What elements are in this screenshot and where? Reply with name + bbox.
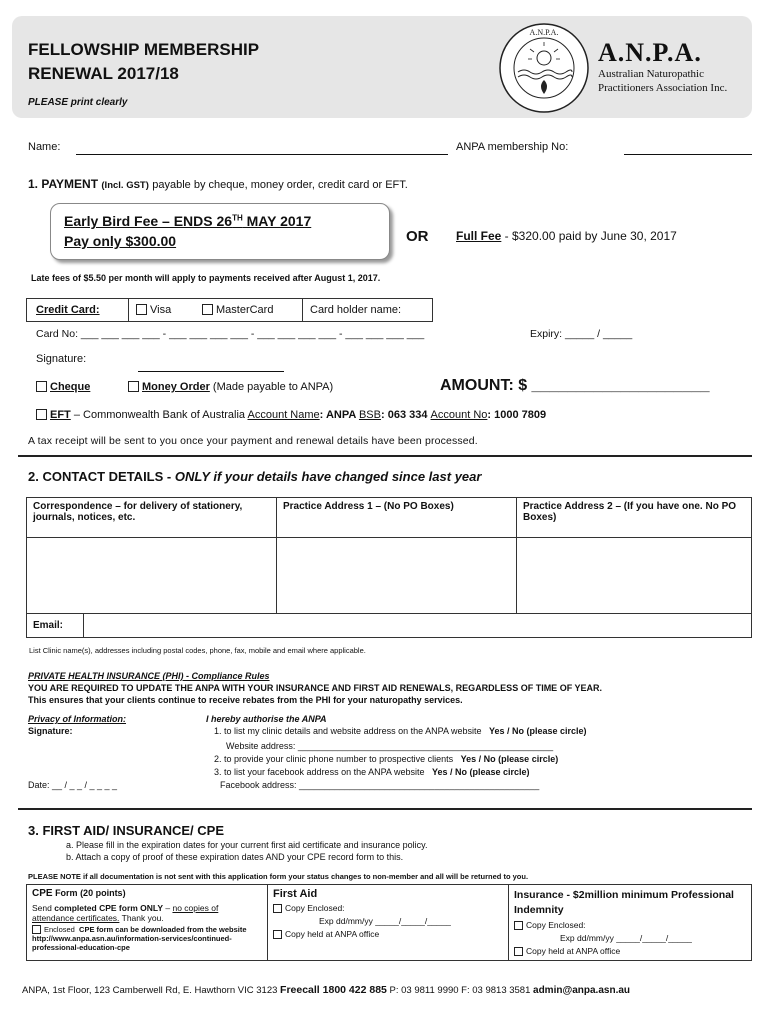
name-label: Name: <box>28 141 61 153</box>
contact-heading-note: ONLY if your details have changed since last year <box>174 469 482 484</box>
eft-label: EFT <box>50 409 71 421</box>
cpe-send-d: no copies of attendance certificates. <box>32 903 219 923</box>
payment-heading-gst: (Incl. GST) <box>101 180 149 191</box>
footer-freecall: Freecall 1800 422 885 <box>280 984 387 996</box>
early-bird-line2: Pay only $300.00 <box>64 233 177 249</box>
email-table <box>26 613 752 638</box>
documentation-note: PLEASE NOTE if all documentation is not sent with this application form your status changes to non-member and all will be returned to you. <box>28 872 529 881</box>
bsb-value: : 063 334 <box>380 409 431 421</box>
money-order-checkbox[interactable] <box>128 381 139 392</box>
footer-phone: P: 03 9811 9990 F: 03 9813 3581 <box>386 985 534 996</box>
authorise-item-1 <box>214 726 587 736</box>
cc-divider-1 <box>128 298 129 322</box>
footer-email[interactable]: admin@anpa.asn.au <box>533 985 631 996</box>
cc-divider-2 <box>302 298 303 322</box>
cpe-enclosed-checkbox[interactable] <box>32 925 41 934</box>
membership-no-field[interactable] <box>624 154 752 155</box>
full-fee <box>456 229 677 243</box>
email-input[interactable] <box>84 614 752 638</box>
contact-heading-main: 2. CONTACT DETAILS - <box>28 469 175 484</box>
payment-heading-title: PAYMENT <box>41 177 99 191</box>
phi-date-field[interactable]: Date: __ / _ _ / _ _ _ _ <box>28 780 118 790</box>
first-aid-item-a: a. Please fill in the expiration dates for your current first aid certificate and insurance policy. <box>66 840 428 850</box>
first-aid-enclosed-label: Copy Enclosed: <box>285 903 345 913</box>
mastercard-option[interactable] <box>202 304 273 316</box>
first-aid-heading: 3. FIRST AID/ INSURANCE/ CPE <box>28 823 224 838</box>
account-no-value: : 1000 7809 <box>487 409 547 421</box>
cpe-title: CPE <box>32 888 53 899</box>
cpe-cell <box>27 885 268 961</box>
phi-signature-label: Signature: <box>28 726 73 736</box>
signature-label: Signature: <box>36 353 87 365</box>
facebook-address-field[interactable]: Facebook address: ________________________________________________ <box>220 780 540 790</box>
form-subtitle: PLEASE print clearly <box>28 97 128 108</box>
authorise-item-1-yes-no[interactable]: Yes / No (please circle) <box>488 726 587 736</box>
contact-table <box>26 497 752 614</box>
first-aid-cell <box>268 885 509 961</box>
late-fees-note: Late fees of $5.50 per month will apply to payments received after August 1, 2017. <box>31 273 381 283</box>
anpa-seal-icon <box>498 22 590 114</box>
expiry-field[interactable]: Expiry: _____ / _____ <box>530 328 633 340</box>
correspondence-header: Correspondence – for delivery of stationery, journals, notices, etc. <box>27 498 277 538</box>
card-number-field[interactable]: Card No: ___ ___ ___ ___ - ___ ___ ___ ___ - ___ ___ ___ ___ - ___ ___ ___ ___ <box>36 328 425 340</box>
phi-title-a: PRIVATE HEALTH INSURANCE (PHI) <box>28 671 184 681</box>
money-order-note: (Made payable to ANPA) <box>209 381 334 393</box>
logo-name-line1: Australian Naturopathic <box>598 68 704 80</box>
visa-label: Visa <box>150 304 172 316</box>
footer <box>22 984 630 996</box>
first-aid-item-b: b. Attach a copy of proof of these expiration dates AND your CPE record form to this. <box>66 852 404 862</box>
section-divider-1 <box>18 455 752 457</box>
authorise-item-1-text: 1. to list my clinic details and website address on the ANPA website <box>214 726 482 736</box>
receipt-note: A tax receipt will be sent to you once your payment and renewal details have been processed. <box>28 435 478 447</box>
footer-address: ANPA, 1st Floor, 123 Camberwell Rd, E. Hawthorn VIC 3123 <box>22 985 281 996</box>
money-order-option[interactable] <box>128 381 333 393</box>
form-title-line1: FELLOWSHIP MEMBERSHIP <box>28 40 260 59</box>
visa-checkbox[interactable] <box>136 304 147 315</box>
early-bird-text-b: MAY 2017 <box>242 213 312 229</box>
eft-bank: – Commonwealth Bank of Australia <box>70 409 248 421</box>
phi-title <box>28 671 270 681</box>
membership-no-label: ANPA membership No: <box>456 141 569 153</box>
phi-line1: YOU ARE REQUIRED TO UPDATE THE ANPA WITH YOUR INSURANCE AND FIRST AID RENEWALS, REGARDLESS OF TIME OF YEAR. <box>28 683 603 693</box>
cpe-title-rest: Form (20 points) <box>52 888 126 898</box>
authorise-item-2-text: 2. to provide your clinic phone number to prospective clients <box>214 754 454 764</box>
payment-heading <box>28 177 408 191</box>
first-aid-title: First Aid <box>273 888 318 900</box>
mastercard-checkbox[interactable] <box>202 304 213 315</box>
visa-option[interactable] <box>136 304 171 316</box>
authorise-item-2-yes-no[interactable]: Yes / No (please circle) <box>460 754 559 764</box>
privacy-label: Privacy of Information: <box>28 714 127 724</box>
cpe-send-note <box>32 903 262 923</box>
first-aid-table <box>26 884 752 961</box>
card-holder-label: Card holder name: <box>310 304 402 316</box>
first-aid-held-checkbox[interactable] <box>273 930 282 939</box>
payment-heading-rest: payable by cheque, money order, credit card or EFT. <box>152 179 408 191</box>
cheque-label: Cheque <box>50 381 91 393</box>
insurance-enclosed-checkbox[interactable] <box>514 921 523 930</box>
first-aid-held-label: Copy held at ANPA office <box>285 929 380 939</box>
eft-checkbox[interactable] <box>36 409 47 420</box>
cheque-option[interactable] <box>36 381 90 393</box>
account-no-label: Account No <box>430 409 488 421</box>
cpe-enclosed-label: Enclosed <box>44 925 75 934</box>
authorise-item-3 <box>214 767 530 777</box>
phi-title-b: - Compliance Rules <box>183 671 270 681</box>
correspondence-input[interactable] <box>27 538 277 614</box>
name-field[interactable] <box>76 154 448 155</box>
payment-heading-num: 1. <box>28 177 39 191</box>
cpe-enclosed-row <box>32 925 262 952</box>
authorise-text: I hereby authorise the ANPA <box>206 714 327 724</box>
practice-address-2-input[interactable] <box>517 538 752 614</box>
practice-address-1-input[interactable] <box>277 538 517 614</box>
authorise-item-3-yes-no[interactable]: Yes / No (please circle) <box>431 767 530 777</box>
early-bird-line1 <box>64 213 311 229</box>
contact-heading <box>28 469 481 484</box>
mastercard-label: MasterCard <box>216 304 274 316</box>
logo-name-line2: Practitioners Association Inc. <box>598 82 728 94</box>
insurance-held-checkbox[interactable] <box>514 947 523 956</box>
money-order-label: Money Order <box>142 381 210 393</box>
insurance-held-label: Copy held at ANPA office <box>526 946 621 956</box>
logo-abbreviation: A.N.P.A. <box>598 38 702 67</box>
account-name-value: : ANPA <box>319 409 359 421</box>
website-address-field[interactable]: Website address: ___________________________________________________ <box>226 741 554 751</box>
cpe-send-b: completed CPE form ONLY <box>54 903 164 913</box>
cpe-send-a: Send <box>32 903 55 913</box>
cpe-download-note: CPE form can be downloaded from the website http://www.anpa.asn.au/information-services/continued-professional-education-cpe <box>32 925 247 952</box>
insurance-enclosed-label: Copy Enclosed: <box>526 920 586 930</box>
insurance-exp-field[interactable]: Exp dd/mm/yy _____/_____/_____ <box>560 933 692 943</box>
amount-field[interactable]: AMOUNT: $ ____________________ <box>440 377 710 394</box>
svg-text:A.N.P.A.: A.N.P.A. <box>529 28 559 37</box>
bsb-label: BSB <box>358 409 381 421</box>
phi-line2: This ensures that your clients continue to receive rebates from the PHI for your naturopathy services. <box>28 695 463 705</box>
insurance-title: Insurance - $2million minimum Professional Indemnity <box>514 889 734 916</box>
insurance-cell <box>509 885 752 961</box>
early-bird-box <box>50 203 390 260</box>
section-divider-2 <box>18 808 752 810</box>
form-title-line2: RENEWAL 2017/18 <box>28 64 179 83</box>
eft-option[interactable] <box>36 409 546 421</box>
first-aid-enclosed-checkbox[interactable] <box>273 904 282 913</box>
full-fee-text: - $320.00 paid by June 30, 2017 <box>501 229 677 243</box>
practice-address-1-header: Practice Address 1 – (No PO Boxes) <box>277 498 517 538</box>
early-bird-text-a: Early Bird Fee – ENDS 26 <box>64 213 233 229</box>
authorise-item-2 <box>214 754 558 764</box>
authorise-item-3-text: 3. to list your facebook address on the ANPA website <box>214 767 425 777</box>
full-fee-label: Full Fee <box>456 229 502 243</box>
cheque-checkbox[interactable] <box>36 381 47 392</box>
or-label: OR <box>406 228 429 245</box>
account-name-label: Account Name <box>247 409 320 421</box>
list-clinic-note: List Clinic name(s), addresses including postal codes, phone, fax, mobile and email where applicable. <box>29 646 366 655</box>
cpe-send-c: – <box>163 903 173 913</box>
credit-card-label: Credit Card: <box>36 304 100 316</box>
practice-address-2-header: Practice Address 2 – (If you have one. No PO Boxes) <box>517 498 752 538</box>
signature-line[interactable] <box>138 371 284 372</box>
cpe-send-e: Thank you. <box>119 913 164 923</box>
first-aid-exp-field[interactable]: Exp dd/mm/yy _____/_____/_____ <box>319 916 451 926</box>
email-label: Email: <box>27 614 84 638</box>
early-bird-sup: TH <box>232 213 243 223</box>
